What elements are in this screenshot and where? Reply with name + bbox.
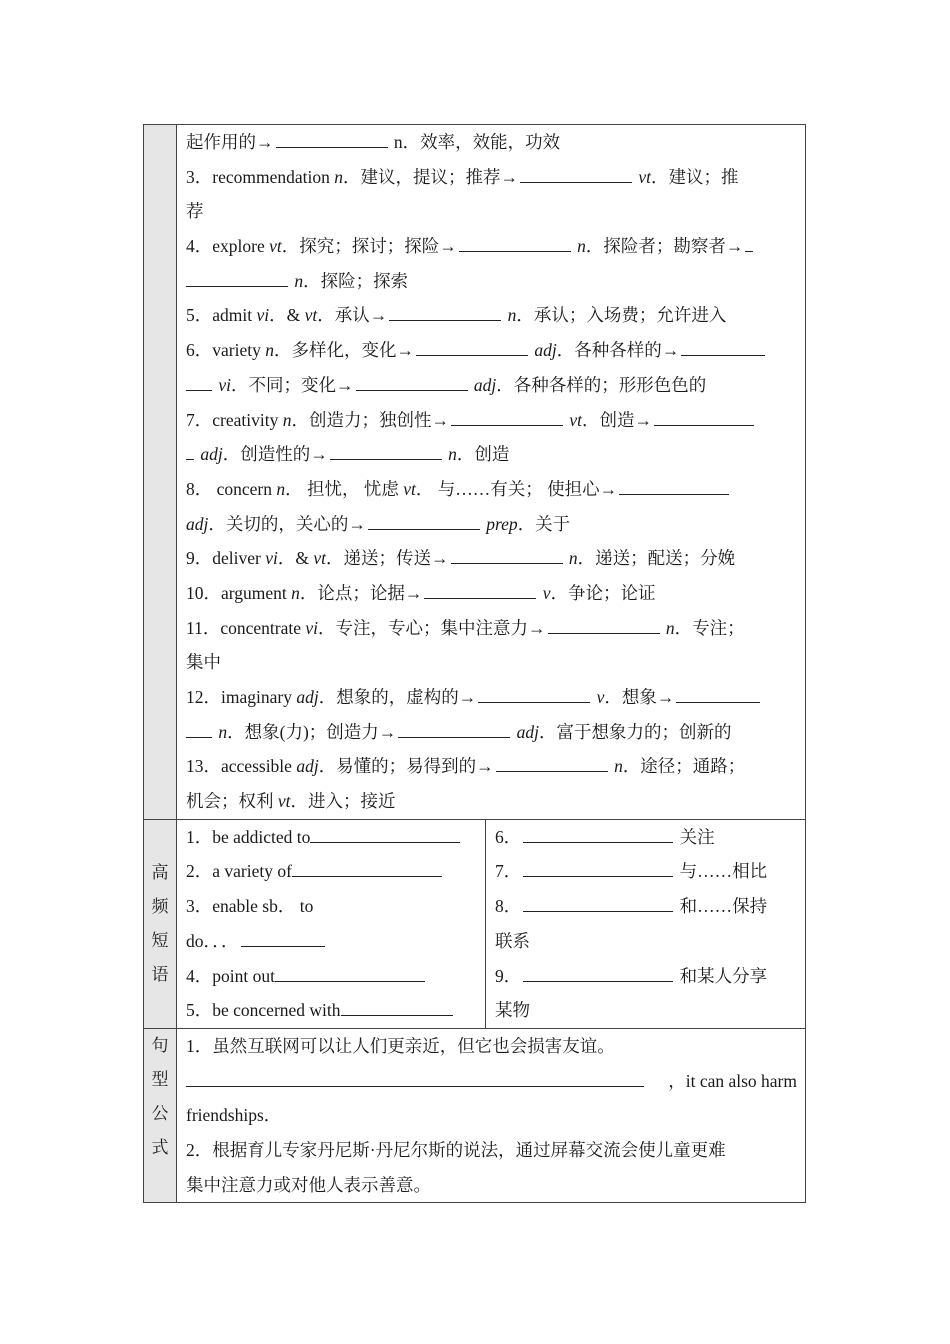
phrase-item: [186, 889, 477, 924]
part-of-speech: n: [614, 756, 623, 777]
answer-blank[interactable]: [459, 229, 571, 252]
answer-blank[interactable]: [275, 959, 425, 982]
answer-blank[interactable]: [676, 680, 760, 703]
part-of-speech: n: [294, 270, 304, 291]
text-segment: 11．concentrate: [186, 617, 306, 638]
vocab-line: [186, 507, 797, 542]
phrases-columns: [177, 820, 805, 1028]
vocab-line: [186, 368, 797, 403]
text-segment: 语: [151, 964, 169, 985]
text-segment: 荐: [186, 201, 204, 222]
vocab-line: [186, 333, 797, 368]
text-segment: ．专注，专心；集中注意力→: [318, 617, 546, 638]
text-segment: ．关切的，关心的→: [208, 513, 366, 534]
sentence-prompt: 2．根据育儿专家丹尼斯·丹尼尔斯的说法，通过屏幕交流会使儿童更难: [186, 1139, 726, 1160]
answer-blank[interactable]: [424, 576, 536, 599]
text-segment: 起作用的→: [186, 132, 274, 152]
vocab-line: [186, 472, 797, 507]
answer-blank[interactable]: [186, 368, 212, 391]
part-of-speech: n: [665, 617, 675, 638]
answer-blank[interactable]: [523, 820, 673, 843]
text-segment: ．探险者；勘察者→: [585, 236, 744, 257]
text-segment: n．效率，效能，功效: [393, 132, 561, 152]
text-segment: ．承认；入场费；允许进入: [516, 305, 727, 326]
phrase-item: [186, 993, 477, 1028]
sentence-line: [186, 1064, 797, 1099]
part-of-speech: vi: [218, 374, 232, 395]
vocab-line: [186, 680, 797, 715]
text-segment: ．易懂的；易得到的→: [318, 756, 494, 777]
part-of-speech: vi: [256, 305, 270, 326]
text-segment: 关注: [679, 826, 715, 847]
vocab-line: [186, 298, 797, 333]
text-segment: ． 与……有关； 使担心→: [415, 478, 618, 499]
vocab-row: [144, 125, 805, 819]
part-of-speech: adj: [516, 721, 540, 742]
answer-blank[interactable]: [654, 403, 754, 426]
answer-blank[interactable]: [186, 264, 288, 287]
part-of-speech: vi: [265, 548, 278, 569]
text-segment: do．．．: [186, 930, 239, 951]
text-segment: ．途径；通路；: [622, 756, 746, 777]
text-segment: 集中: [186, 652, 221, 673]
text-segment: 10．argument: [186, 582, 292, 603]
answer-blank[interactable]: [241, 924, 325, 947]
text-segment: ．不同；变化→: [231, 374, 354, 395]
text-segment: ．论点；论据→: [299, 582, 423, 603]
text-segment: ．递送；传送→: [326, 548, 449, 569]
answer-blank[interactable]: [276, 125, 388, 148]
text-segment: 高: [151, 862, 169, 883]
vocab-line: [186, 749, 797, 784]
vocab-line: [186, 403, 797, 438]
phrase-item: [186, 924, 477, 959]
vocab-line: [186, 194, 797, 229]
text-segment: ．&: [277, 548, 314, 569]
text-segment: 机会；权利: [186, 791, 278, 812]
text-segment: 7．creativity: [186, 409, 283, 430]
phrase-item: [495, 854, 797, 889]
part-of-speech: vt: [569, 409, 582, 430]
text-segment: ．各种各样的→: [556, 340, 680, 361]
phrase-item: [495, 889, 797, 924]
text-segment: ．探险；探索: [303, 270, 409, 291]
part-of-speech: adj: [200, 444, 223, 465]
text-segment: 5．be concerned with: [186, 1000, 341, 1021]
part-of-speech: adj: [296, 687, 319, 707]
text-segment: 9．deliver: [186, 548, 266, 569]
answer-blank[interactable]: [451, 541, 563, 564]
answer-blank[interactable]: [548, 611, 660, 634]
part-of-speech: prep: [486, 513, 518, 534]
sentence-line: friendships．: [186, 1105, 282, 1126]
phrases-right: [486, 820, 805, 1028]
vocab-line: [186, 611, 797, 646]
part-of-speech: vt: [403, 478, 416, 499]
part-of-speech: adj: [534, 340, 557, 361]
text-segment: 句: [151, 1035, 169, 1056]
text-segment: ．专注；: [674, 617, 745, 638]
part-of-speech: vt: [313, 548, 326, 569]
phrase-item: [495, 959, 797, 994]
part-of-speech: n: [507, 305, 517, 326]
text-segment: 型: [151, 1069, 169, 1090]
text-segment: ．想象→: [604, 687, 675, 707]
text-segment: ．探究；探讨；探险→: [281, 236, 457, 257]
answer-blank[interactable]: [292, 854, 442, 877]
text-segment: ．争论；论证: [550, 582, 656, 603]
text-segment: 短: [151, 930, 169, 951]
answer-blank[interactable]: [619, 472, 729, 495]
text-segment: ．想象(力)；创造力→: [227, 721, 397, 742]
part-of-speech: n: [568, 548, 578, 569]
answer-blank[interactable]: [496, 749, 608, 772]
answer-blank[interactable]: [186, 1064, 644, 1087]
text-segment: 2．a variety of: [186, 861, 292, 882]
text-segment: ．递送；配送；分娩: [577, 548, 736, 569]
sentence-prompt: 集中注意力或对他人表示善意。: [186, 1174, 431, 1195]
answer-blank[interactable]: [186, 715, 212, 738]
answer-blank[interactable]: [478, 680, 590, 703]
vocab-line: [186, 784, 797, 819]
text-segment: ．想象的，虚构的→: [318, 687, 477, 707]
answer-blank[interactable]: [416, 333, 528, 356]
text-segment: ．创造: [456, 444, 510, 465]
vocab-line: [186, 576, 797, 611]
text-segment: ．&: [269, 305, 305, 326]
text-segment: 式: [151, 1137, 169, 1158]
text-segment: 频: [151, 896, 169, 917]
part-of-speech: n: [276, 478, 286, 499]
text-segment: 4．explore: [186, 236, 270, 257]
answer-blank[interactable]: [356, 368, 468, 391]
text-segment: 4．point out: [186, 965, 275, 986]
answer-blank[interactable]: [310, 820, 460, 843]
part-of-speech: v: [542, 582, 551, 603]
part-of-speech: vi: [305, 617, 319, 638]
text-segment: ，it can also harm: [668, 1070, 797, 1091]
phrase-item: [495, 924, 797, 959]
vocab-content: [177, 125, 805, 819]
vocab-line: [186, 437, 797, 472]
text-segment: ．建议，提议；推荐→: [342, 166, 518, 187]
part-of-speech: vt: [304, 305, 318, 326]
answer-blank[interactable]: [681, 333, 765, 356]
part-of-speech: n: [334, 166, 343, 187]
phrase-item: [495, 993, 797, 1028]
part-of-speech: n: [265, 340, 274, 361]
text-segment: 12．imaginary: [186, 687, 297, 707]
answer-blank[interactable]: [368, 507, 480, 530]
part-of-speech: vt: [638, 166, 651, 187]
text-segment: 3．recommendation: [186, 166, 335, 187]
phrase-item: [186, 820, 477, 855]
phrase-item: [186, 854, 477, 889]
vocab-row-label: [144, 125, 177, 819]
part-of-speech: adj: [473, 374, 497, 395]
text-segment: 8．: [495, 896, 522, 917]
text-segment: 与……相比: [679, 861, 768, 882]
vocab-line: [186, 264, 797, 299]
text-segment: ．承认→: [317, 305, 388, 326]
text-segment: ．建议；推: [651, 166, 739, 187]
text-segment: ．富于想象力的；创新的: [539, 721, 732, 742]
answer-blank[interactable]: [451, 403, 563, 426]
text-segment: 1．be addicted to: [186, 826, 311, 847]
text-segment: ．创造性的→: [222, 444, 328, 465]
vocab-line: [186, 125, 797, 160]
text-segment: 8． concern: [186, 478, 277, 499]
sentences-row: [144, 1028, 805, 1202]
text-segment: 某物: [495, 1000, 530, 1021]
text-segment: 公: [151, 1103, 169, 1124]
text-segment: ．创造→: [581, 409, 652, 430]
text-segment: ．关于: [517, 513, 571, 534]
text-segment: 7．: [495, 861, 522, 882]
part-of-speech: n: [577, 236, 586, 257]
answer-blank[interactable]: [520, 160, 632, 183]
text-segment: 和某人分享: [679, 965, 768, 986]
text-segment: 6．: [495, 826, 522, 847]
sentences-content: [177, 1029, 805, 1202]
answer-blank[interactable]: [186, 437, 194, 460]
phrases-row: [144, 819, 805, 1028]
vocab-line: [186, 160, 797, 195]
text-segment: 5．admit: [186, 305, 257, 326]
part-of-speech: vt: [269, 236, 282, 257]
phrase-item: [495, 820, 797, 855]
answer-blank[interactable]: [398, 715, 510, 738]
part-of-speech: n: [218, 721, 228, 742]
worksheet-table: [143, 124, 806, 1203]
part-of-speech: adj: [186, 513, 209, 534]
answer-blank[interactable]: [523, 959, 673, 982]
phrases-label: [144, 820, 177, 1028]
phrase-item: [186, 959, 477, 994]
vocab-line: [186, 541, 797, 576]
answer-blank[interactable]: [389, 298, 501, 321]
answer-blank[interactable]: [341, 993, 453, 1016]
part-of-speech: n: [291, 582, 300, 603]
text-segment: 和……保持: [679, 896, 768, 917]
sentence-prompt: 1．虽然互联网可以让人们更亲近，但它也会损害友谊。: [186, 1035, 615, 1056]
answer-blank[interactable]: [330, 437, 442, 460]
part-of-speech: n: [448, 444, 457, 465]
text-segment: 6．variety: [186, 340, 266, 361]
text-segment: 联系: [495, 930, 530, 951]
vocab-line: [186, 715, 797, 750]
text-segment: 9．: [495, 965, 522, 986]
text-segment: ．创造力；独创性→: [291, 409, 449, 430]
text-segment: ．各种各样的；形形色色的: [496, 374, 707, 395]
vocab-line: [186, 229, 797, 264]
answer-blank[interactable]: [745, 229, 753, 252]
vocab-line: [186, 645, 797, 680]
text-segment: 13．accessible: [186, 756, 297, 777]
sentences-label: [144, 1029, 177, 1202]
text-segment: ．进入；接近: [290, 791, 396, 812]
phrases-left: [177, 820, 486, 1028]
part-of-speech: adj: [296, 756, 319, 777]
part-of-speech: vt: [277, 791, 291, 812]
part-of-speech: v: [596, 687, 605, 707]
text-segment: 3．enable sb． to: [186, 896, 314, 917]
answer-blank[interactable]: [523, 889, 673, 912]
text-segment: ． 担忧， 忧虑: [285, 478, 404, 499]
answer-blank[interactable]: [523, 854, 673, 877]
text-segment: ．多样化，变化→: [273, 340, 414, 361]
part-of-speech: n: [282, 409, 292, 430]
